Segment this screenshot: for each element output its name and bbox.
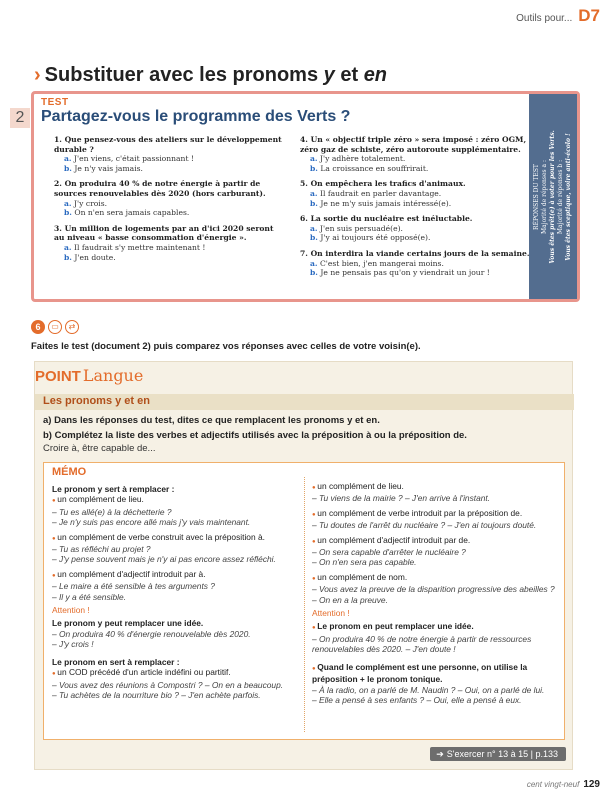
answer-a: a. J'en viens, c'était passionnant ! bbox=[64, 154, 194, 164]
arrow-right-icon: ➔ bbox=[436, 749, 444, 759]
exercise-link[interactable]: ➔ S'exercer n° 13 à 15 | p.133 bbox=[430, 747, 566, 761]
point-langue-title: POINT Langue bbox=[35, 366, 153, 390]
question bbox=[300, 249, 530, 278]
page-title bbox=[34, 64, 387, 87]
memo-box bbox=[43, 462, 565, 740]
questions-right bbox=[300, 135, 530, 284]
document-number: 2 bbox=[10, 108, 30, 128]
exercise-b: b) Complétez la liste des verbes et adjectifs utilisés avec la préposition à ou la préposition de. bbox=[43, 430, 467, 441]
questions-left bbox=[54, 135, 286, 268]
page-number-words: cent vingt-neuf bbox=[526, 780, 580, 789]
question-text: 3. Un million de logements par an d'ici 2020 seront au niveau « basse consommation d'énergie ». bbox=[54, 223, 274, 243]
memo-example: – Tu doutes de l'arrêt du nucléaire ? – J'en ai toujours douté. bbox=[312, 520, 537, 531]
answer-a: a. J'y adhère totalement. bbox=[310, 154, 406, 164]
pair-work-icon: ⇄ bbox=[65, 320, 79, 334]
page-footer bbox=[527, 779, 600, 790]
memo-example: – Tu as réfléchi au projet ? bbox=[52, 544, 151, 555]
memo-bullet: ● un complément de verbe construit avec la préposition à. bbox=[52, 532, 298, 544]
answer-b: b. J'en doute. bbox=[64, 252, 116, 262]
point-langue-subtitle: Les pronoms y et en bbox=[43, 395, 150, 407]
memo-example: – Tu es allé(e) à la déchetterie ? bbox=[52, 506, 172, 517]
question bbox=[300, 179, 530, 208]
title-mid: et bbox=[334, 64, 364, 86]
point-langue-subtitle-bar bbox=[35, 394, 574, 410]
question bbox=[54, 224, 286, 262]
memo-example: – J'y pense souvent mais je n'y ai pas encore assez réfléchi. bbox=[52, 554, 276, 565]
test-box bbox=[31, 91, 580, 302]
answer-a: a. Il faudrait en parler davantage. bbox=[310, 188, 442, 198]
memo-bullet: ● un complément de nom. bbox=[312, 572, 556, 584]
answer-a: a. Il faudrait s'y mettre maintenant ! bbox=[64, 242, 206, 252]
memo-example: – Il y a été sensible. bbox=[52, 591, 127, 602]
test-title: Partagez-vous le programme des Verts ? bbox=[41, 108, 351, 125]
answer-b: b. Je n'y vais jamais. bbox=[64, 163, 143, 173]
memo-example: – Tu viens de la mairie ? – J'en arrive à l'instant. bbox=[312, 493, 491, 504]
memo-title: MÉMO bbox=[52, 466, 87, 478]
section-code: D7 bbox=[578, 6, 600, 25]
point-langue-box bbox=[34, 361, 573, 770]
question bbox=[300, 214, 530, 243]
memo-divider bbox=[304, 477, 305, 732]
question-text: 4. Un « objectif triple zéro » sera imposé : zéro OGM, zéro gaz de schiste, zéro autoroute supplémentaire. bbox=[300, 135, 527, 154]
memo-example: – Vous avez la preuve de la disparition progressive des abeilles ? bbox=[312, 584, 555, 595]
memo-example: – On produira 40 % d'énergie renouvelable dès 2020. bbox=[52, 628, 251, 639]
memo-example: – À la radio, on a parlé de M. Naudin ? – Oui, on a parlé de lui. bbox=[312, 684, 545, 695]
answer-a: a. C'est bien, j'en mangerai moins. bbox=[310, 258, 444, 268]
memo-attention: Attention ! bbox=[312, 608, 350, 619]
memo-bullet: ● un COD précédé d'un article indéfini ou partitif. bbox=[52, 667, 298, 679]
answer-b: b. Je ne m'y suis jamais intéressé(e). bbox=[310, 198, 452, 208]
question-text: 1. Que pensez-vous des ateliers sur le développement durable ? bbox=[54, 135, 282, 154]
answer-b: b. Je ne pensais pas qu'on y viendrait un jour ! bbox=[310, 268, 490, 278]
answer-b: b. J'y ai toujours été opposé(e). bbox=[310, 233, 431, 243]
test-label: TEST bbox=[41, 97, 69, 108]
answer-b: b. La croissance en souffrirait. bbox=[310, 163, 429, 173]
memo-bullet: ● un complément de lieu. bbox=[312, 481, 556, 493]
activity-instruction: Faites le test (document 2) puis comparez vos réponses avec celles de votre voisin(e). bbox=[31, 341, 421, 352]
title-prefix: Substituer avec les pronoms bbox=[44, 64, 324, 86]
memo-example: – Le maire a été sensible à tes arguments ? bbox=[52, 581, 215, 592]
title-en: en bbox=[363, 64, 388, 86]
page-header bbox=[516, 6, 600, 26]
section-label: Outils pour... bbox=[516, 13, 573, 24]
title-y: y bbox=[323, 64, 335, 86]
answers-vertical-text: RÉPONSES DU TEST Majorité de réponses a : Vous êtes prêt(e) à voter pour les Verts. Majorité de réponses b : Vous êtes sceptique, voire anti-écolo ! bbox=[533, 129, 572, 264]
answer-a: a. J'en suis persuadé(e). bbox=[310, 223, 403, 233]
exercise-c-example: Croire à, être capable de... bbox=[43, 443, 156, 454]
memo-example: – Tu achètes de la nourriture bio ? – J'en achète parfois. bbox=[52, 689, 261, 700]
memo-bullet: ● un complément de verbe introduit par la préposition de. bbox=[312, 508, 556, 520]
memo-example: – Elle a pensé à ses enfants ? – Oui, elle a pensé à eux. bbox=[312, 694, 522, 705]
question-text: 7. On interdira la viande certains jours de la semaine. bbox=[300, 248, 530, 258]
exercise-a: a) Dans les réponses du test, dites ce que remplacent les pronoms y et en. bbox=[43, 415, 380, 426]
memo-example: – On produira 40 % de notre énergie à partir de ressources renouvelables dès 2020. – J'en doute ! bbox=[312, 633, 532, 655]
memo-example: – Je n'y suis pas encore allé mais j'y vais maintenant. bbox=[52, 517, 251, 528]
answer-a: a. J'y crois. bbox=[64, 198, 108, 208]
memo-bullet: ● un complément d'adjectif introduit par à. bbox=[52, 569, 298, 581]
memo-bullet: ● un complément d'adjectif introduit par de. bbox=[312, 535, 556, 547]
memo-example: – On sera capable d'arrêter le nucléaire ? bbox=[312, 547, 466, 558]
book-icon: ▭ bbox=[48, 320, 62, 334]
memo-example: – Vous avez des réunions à Compostri ? – On en a beaucoup. bbox=[52, 679, 284, 690]
memo-heading: ● Quand le complément est une personne, on utilise la préposition + le pronom tonique. bbox=[312, 662, 556, 685]
memo-right-column bbox=[312, 481, 556, 705]
question bbox=[54, 135, 286, 173]
question bbox=[54, 179, 286, 217]
memo-example: – On n'en sera pas capable. bbox=[312, 557, 417, 568]
memo-left-column bbox=[52, 481, 298, 700]
page-number: 129 bbox=[583, 779, 600, 790]
question bbox=[300, 135, 530, 173]
memo-heading: Le pronom en sert à remplacer : bbox=[52, 656, 180, 667]
answers-panel bbox=[529, 94, 577, 299]
question-text: 5. On empêchera les trafics d'animaux. bbox=[300, 179, 466, 189]
question-text: 2. On produira 40 % de notre énergie à partir de sources renouvelables dès 2020 (hors carburant). bbox=[54, 179, 266, 198]
memo-bullet: ● un complément de lieu. bbox=[52, 494, 298, 506]
question-text: 6. La sortie du nucléaire est inéluctable. bbox=[300, 214, 473, 224]
activity-number: 6 bbox=[31, 320, 45, 334]
memo-heading: Le pronom y peut remplacer une idée. bbox=[52, 618, 204, 629]
memo-example: – On en a la preuve. bbox=[312, 594, 388, 605]
memo-example: – J'y crois ! bbox=[52, 639, 94, 650]
memo-heading: ● Le pronom en peut remplacer une idée. bbox=[312, 621, 556, 633]
answer-b: b. On n'en sera jamais capables. bbox=[64, 208, 190, 218]
activity-icons bbox=[31, 320, 79, 334]
memo-heading: Le pronom y sert à remplacer : bbox=[52, 484, 175, 494]
memo-attention: Attention ! bbox=[52, 605, 90, 616]
chevron-right-icon: › bbox=[34, 64, 41, 86]
